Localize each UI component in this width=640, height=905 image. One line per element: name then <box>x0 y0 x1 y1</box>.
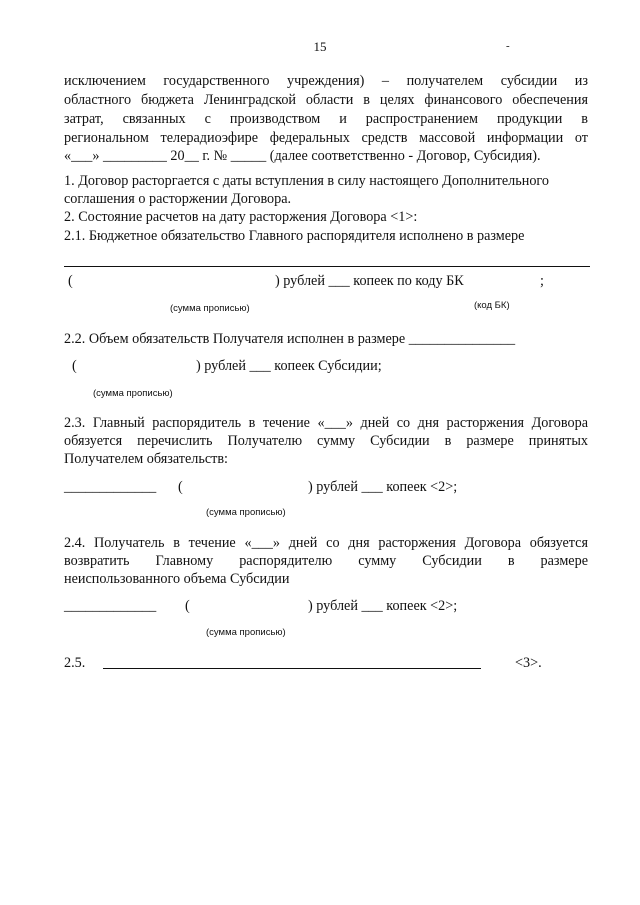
item-2-3-line-3: Получателем обязательств: <box>64 451 228 467</box>
open-paren: ( <box>178 479 183 495</box>
intro-line-3: затрат, связанных с производством и распространением продукции в <box>64 111 588 127</box>
caption-sum-words: (сумма прописью) <box>170 303 250 314</box>
item-2-5-number: 2.5. <box>64 655 86 671</box>
intro-line-2: областного бюджета Ленинградской области в целях финансового обеспечения <box>64 92 588 108</box>
blank-line-2-1 <box>64 266 590 267</box>
open-paren: ( <box>185 598 190 614</box>
item-2-4-line-2: возвратить Главному распорядителю сумму Субсидии в размере <box>64 553 588 569</box>
item-1-line-2: соглашения о расторжении Договора. <box>64 191 292 207</box>
item-2-1-amount-text: ) рублей ___ копеек по коду БК <box>275 273 464 289</box>
blank-line-2-5 <box>103 668 481 669</box>
open-paren: ( <box>68 273 73 289</box>
item-2-2: 2.2. Объем обязательств Получателя исполнен в размере _______________ <box>64 331 516 347</box>
item-2: 2. Состояние расчетов на дату расторжения Договора <1>: <box>64 209 418 225</box>
footnote-ref-3: <3>. <box>515 655 542 671</box>
caption-bk-code: (код БК) <box>474 300 510 311</box>
item-2-4-line-1: 2.4. Получатель в течение «___» дней со дня расторжения Договора обязуется <box>64 535 588 551</box>
blank-amount: _____________ <box>64 598 157 614</box>
item-2-4-amount-text: ) рублей ___ копеек <2>; <box>308 598 458 614</box>
intro-line-5: «___» _________ 20__ г. № _____ (далее соответственно - Договор, Субсидия). <box>64 148 541 164</box>
item-2-3-line-2: обязуется перечислить Получателю сумму Субсидии в размере принятых <box>64 433 588 449</box>
item-2-4-line-3: неиспользованного объема Субсидии <box>64 571 290 587</box>
caption-sum-words: (сумма прописью) <box>206 507 286 518</box>
corner-mark: - <box>506 40 510 52</box>
item-1-line-1: 1. Договор расторгается с даты вступления в силу настоящего Дополнительного <box>64 173 549 189</box>
blank-amount: _____________ <box>64 479 157 495</box>
item-2-2-amount-text: ) рублей ___ копеек Субсидии; <box>196 358 382 374</box>
caption-sum-words: (сумма прописью) <box>93 388 173 399</box>
caption-sum-words: (сумма прописью) <box>206 627 286 638</box>
open-paren: ( <box>72 358 77 374</box>
page-number: 15 <box>313 39 327 54</box>
semicolon: ; <box>540 273 544 289</box>
item-2-1: 2.1. Бюджетное обязательство Главного распорядителя исполнено в размере <box>64 228 525 244</box>
intro-line-1: исключением государственного учреждения) – получателем субсидии из <box>64 73 588 89</box>
item-2-3-amount-text: ) рублей ___ копеек <2>; <box>308 479 458 495</box>
item-2-3-line-1: 2.3. Главный распорядитель в течение «___» дней со дня расторжения Договора <box>64 415 588 431</box>
intro-line-4: региональном телерадиоэфире федеральных средств массовой информации от <box>64 130 588 146</box>
